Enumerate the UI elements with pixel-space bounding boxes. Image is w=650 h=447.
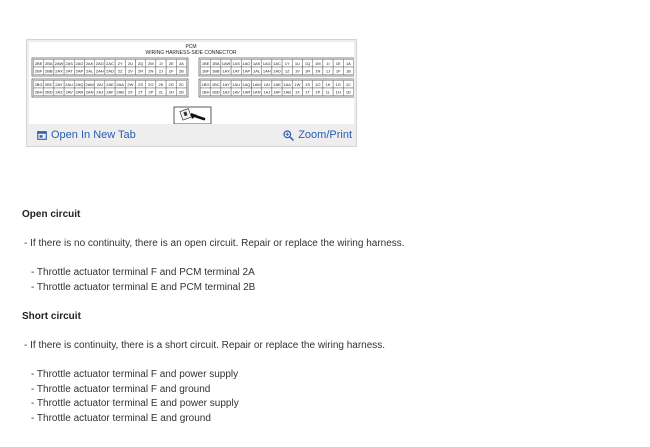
terminal-label: 2AN bbox=[85, 89, 94, 95]
open-circuit-lead: - If there is no continuity, there is an open circuit. Repair or replace the wiring harness. bbox=[24, 238, 405, 249]
terminal-label: 2AV bbox=[65, 89, 73, 95]
terminal-label: 2U bbox=[127, 61, 133, 66]
terminal-label: 1H bbox=[335, 89, 341, 95]
terminal-label: 1AJ bbox=[263, 89, 271, 95]
terminal-label: 2B bbox=[178, 68, 184, 74]
terminal-label: 2AS bbox=[65, 61, 73, 66]
list-item: - Throttle actuator terminal F and power supply bbox=[31, 369, 239, 380]
terminal-label: 1AR bbox=[242, 89, 251, 95]
terminal-label: 1BG bbox=[201, 82, 210, 87]
terminal-label: 1AB bbox=[283, 89, 291, 95]
terminal-label: 1AU bbox=[232, 82, 241, 87]
terminal-label: 1AQ bbox=[242, 82, 251, 87]
terminal-label: 1AA bbox=[283, 82, 291, 87]
connector-figure bbox=[26, 39, 357, 147]
open-in-new-tab-label: Open In New Tab bbox=[51, 129, 136, 141]
list-item: - Throttle actuator terminal F and PCM terminal 2A bbox=[31, 267, 255, 278]
terminal-label: 1AM bbox=[252, 82, 261, 87]
diagram-title: PCM bbox=[185, 44, 197, 50]
magnifier-icon bbox=[283, 130, 294, 141]
open-in-new-tab-link[interactable] bbox=[37, 129, 136, 141]
diagram-subtitle: WIRING HARNESS-SIDE CONNECTOR bbox=[145, 50, 237, 56]
terminal-label: 2AB bbox=[116, 89, 124, 95]
zoom-print-link[interactable] bbox=[283, 129, 352, 141]
terminal-label: 2Y bbox=[117, 61, 123, 66]
terminal-label: 2V bbox=[127, 68, 133, 74]
terminal-label: 1U bbox=[294, 61, 300, 66]
terminal-label: 1X bbox=[294, 89, 300, 95]
list-item: - Throttle actuator terminal E and PCM terminal 2B bbox=[31, 282, 256, 293]
terminal-label: 2AZ bbox=[55, 89, 63, 95]
terminal-label: 2AF bbox=[106, 89, 114, 95]
terminal-label: 1BH bbox=[201, 89, 210, 95]
terminal-label: 1G bbox=[335, 82, 341, 87]
terminal-label: 1N bbox=[315, 68, 321, 74]
terminal-label: 2N bbox=[148, 68, 154, 74]
terminal-label: 2AA bbox=[116, 82, 124, 87]
terminal-label: 2AT bbox=[65, 68, 73, 74]
terminal-label: 1L bbox=[325, 89, 331, 95]
terminal-label: 2I bbox=[159, 61, 163, 66]
connector-diagram bbox=[29, 42, 354, 124]
terminal-label: 1K bbox=[325, 82, 331, 87]
terminal-label: 1BF bbox=[201, 68, 210, 74]
terminal-label: 2AD bbox=[106, 68, 114, 74]
terminal-label: 2AQ bbox=[75, 82, 84, 87]
list-item: - Throttle actuator terminal E and ground bbox=[31, 413, 211, 424]
terminal-label: 1W bbox=[294, 82, 301, 87]
connector-plug-icon bbox=[174, 107, 211, 124]
terminal-label: 1Q bbox=[304, 61, 311, 66]
terminal-label: 1BD bbox=[211, 89, 220, 95]
terminal-label: 1V bbox=[294, 68, 300, 74]
terminal-label: 2AM bbox=[85, 82, 94, 87]
terminal-label: 2AX bbox=[55, 68, 63, 74]
terminal-label: 1AH bbox=[262, 68, 271, 74]
terminal-label: 1AG bbox=[262, 61, 271, 66]
terminal-label: 1E bbox=[335, 61, 341, 66]
terminal-label: 2AJ bbox=[96, 89, 104, 95]
terminal-label: 2BE bbox=[34, 61, 43, 66]
connector-blocks bbox=[32, 58, 354, 97]
terminal-label: 1Y bbox=[284, 61, 290, 66]
terminal-label: 1T bbox=[305, 89, 310, 95]
terminal-label: 1Z bbox=[284, 68, 290, 74]
terminal-label: 2BH bbox=[34, 89, 43, 95]
terminal-label: 1BC bbox=[211, 82, 220, 87]
list-item: - Throttle actuator terminal E and power supply bbox=[31, 398, 239, 409]
terminal-label: 1B bbox=[345, 68, 351, 74]
terminal-label: 1AF bbox=[273, 89, 281, 95]
terminal-label: 1BB bbox=[212, 68, 220, 74]
terminal-label: 2L bbox=[158, 89, 164, 95]
terminal-label: 2X bbox=[127, 89, 133, 95]
terminal-label: 2F bbox=[168, 68, 174, 74]
terminal-label: 2C bbox=[178, 82, 184, 87]
terminal-label: 1I bbox=[326, 61, 330, 66]
terminal-label: 1BA bbox=[212, 61, 220, 66]
terminal-label: 1AC bbox=[273, 61, 281, 66]
terminal-label: 2BC bbox=[44, 82, 53, 87]
terminal-label: 1AS bbox=[232, 61, 240, 66]
terminal-label: 2AP bbox=[75, 68, 84, 74]
terminal-label: 2AO bbox=[75, 61, 84, 66]
list-item: - Throttle actuator terminal F and ground bbox=[31, 384, 211, 395]
terminal-label: 2T bbox=[138, 89, 143, 95]
short-circuit-lead: - If there is continuity, there is a short circuit. Repair or replace the wiring harness. bbox=[24, 340, 386, 351]
terminal-label: 1AY bbox=[222, 82, 230, 87]
terminal-label: 2H bbox=[168, 89, 174, 95]
terminal-label: 2Q bbox=[137, 61, 144, 66]
zoom-print-label: Zoom/Print bbox=[298, 129, 352, 141]
terminal-label: 1P bbox=[315, 89, 321, 95]
terminal-label: 1A bbox=[345, 61, 351, 66]
terminal-label: 1AW bbox=[221, 61, 231, 66]
terminal-label: 2P bbox=[148, 89, 154, 95]
terminal-label: 2BB bbox=[45, 68, 53, 74]
terminal-label: 2G bbox=[168, 82, 174, 87]
terminal-label: 1AD bbox=[273, 68, 281, 74]
terminal-label: 2K bbox=[158, 82, 164, 87]
section-title-short-circuit: Short circuit bbox=[22, 311, 81, 322]
terminal-label: 2S bbox=[138, 82, 144, 87]
terminal-label: 2Z bbox=[117, 68, 123, 74]
terminal-label: 1AK bbox=[252, 61, 261, 66]
external-window-icon bbox=[37, 131, 47, 140]
terminal-label: 1AI bbox=[263, 82, 270, 87]
connector-svg bbox=[29, 42, 354, 124]
terminal-label: 1AZ bbox=[222, 89, 230, 95]
terminal-label: 1S bbox=[305, 82, 311, 87]
terminal-label: 2AR bbox=[75, 89, 84, 95]
terminal-label: 1AP bbox=[242, 68, 251, 74]
terminal-label: 2AH bbox=[95, 68, 104, 74]
terminal-label: 1AO bbox=[242, 61, 251, 66]
terminal-label: 1AT bbox=[232, 68, 240, 74]
terminal-label: 2M bbox=[148, 61, 154, 66]
terminal-label: 1M bbox=[315, 61, 321, 66]
terminal-label: 2A bbox=[178, 61, 184, 66]
terminal-label: 2AK bbox=[85, 61, 94, 66]
figure-links bbox=[27, 128, 356, 146]
terminal-label: 1AE bbox=[273, 82, 281, 87]
terminal-label: 1BE bbox=[201, 61, 210, 66]
terminal-label: 1AV bbox=[232, 89, 240, 95]
terminal-label: 2J bbox=[158, 68, 164, 74]
terminal-label: 2AY bbox=[55, 82, 63, 87]
terminal-label: 2AL bbox=[86, 68, 94, 74]
terminal-label: 2D bbox=[178, 89, 184, 95]
terminal-label: 1J bbox=[325, 68, 331, 74]
terminal-label: 2AW bbox=[54, 61, 64, 66]
terminal-label: 2BG bbox=[34, 82, 43, 87]
terminal-label: 2R bbox=[138, 68, 144, 74]
terminal-label: 1C bbox=[345, 82, 351, 87]
section-title-open-circuit: Open circuit bbox=[22, 209, 81, 220]
terminal-label: 2BF bbox=[34, 68, 43, 74]
terminal-label: 2BD bbox=[44, 89, 53, 95]
terminal-label: 1D bbox=[345, 89, 351, 95]
terminal-label: 1R bbox=[305, 68, 311, 74]
terminal-label: 1AL bbox=[253, 68, 261, 74]
terminal-label: 1F bbox=[335, 68, 341, 74]
terminal-label: 2E bbox=[168, 61, 174, 66]
terminal-label: 2AE bbox=[106, 82, 114, 87]
terminal-label: 2AU bbox=[65, 82, 74, 87]
terminal-label: 2AC bbox=[106, 61, 114, 66]
terminal-label: 2O bbox=[148, 82, 154, 87]
terminal-label: 2AG bbox=[95, 61, 104, 66]
terminal-label: 1O bbox=[315, 82, 321, 87]
terminal-label: 2W bbox=[127, 82, 134, 87]
terminal-label: 2BA bbox=[45, 61, 53, 66]
terminal-label: 2AI bbox=[96, 82, 103, 87]
terminal-label: 1AX bbox=[222, 68, 230, 74]
terminal-label: 1AN bbox=[252, 89, 261, 95]
